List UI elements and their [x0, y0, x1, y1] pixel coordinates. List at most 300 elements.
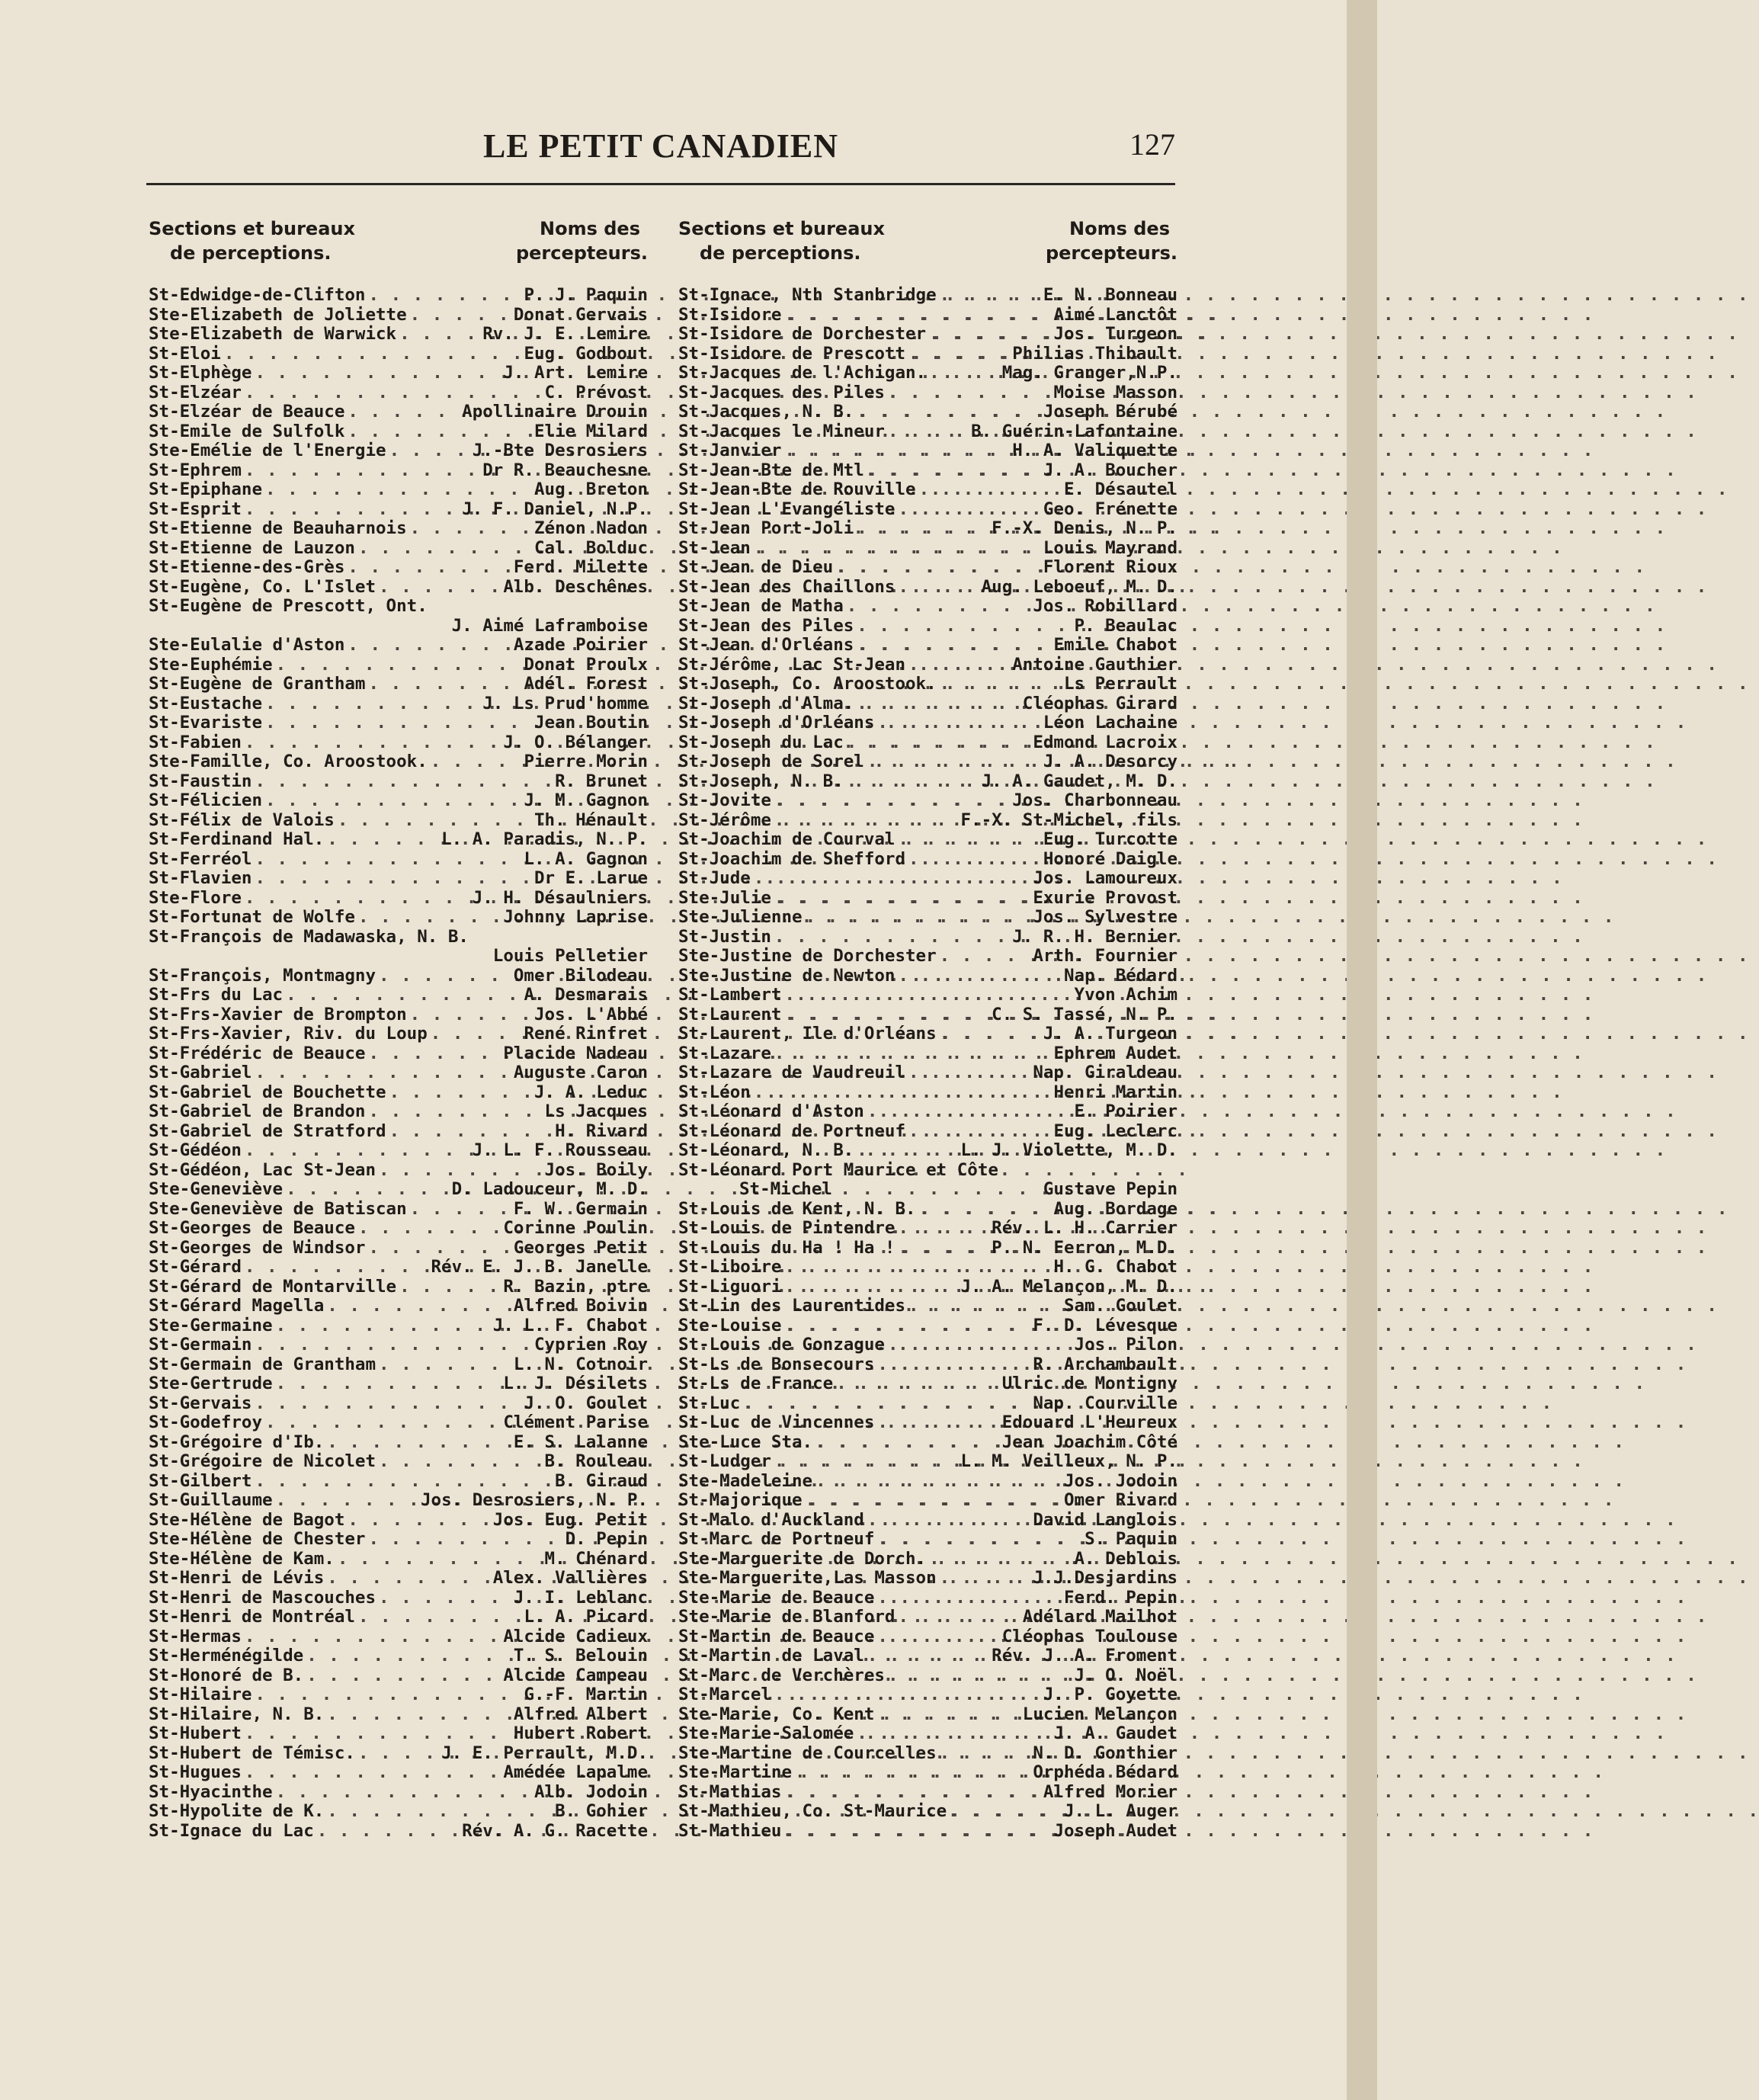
leader-dots: [854, 402, 1043, 422]
collector-name: H. A. Valiquette: [1012, 441, 1177, 460]
list-item: [149, 772, 648, 792]
list-item: [678, 1608, 1177, 1627]
running-title: LE PETIT CANADIEN: [482, 127, 839, 165]
list-item: [678, 1335, 1177, 1355]
leader-dots: [242, 1627, 503, 1647]
leader-dots: [344, 422, 534, 442]
collector-name: Johnny Laprise: [503, 907, 648, 927]
collector-name: Orphéda Bédard: [1033, 1762, 1177, 1782]
section-name: St-Justin: [678, 926, 771, 947]
list-item: [149, 908, 648, 928]
section-name: St-Hilaire: [149, 1685, 252, 1704]
list-item: [149, 1685, 648, 1705]
list-item: [678, 869, 1177, 889]
leader-dots: [905, 345, 1012, 364]
collector-name: D. Pepin: [565, 1529, 648, 1549]
collector-name: P. Beaulac: [1074, 615, 1177, 636]
collector-name: A. Deblois: [1074, 1548, 1177, 1569]
leader-dots: [262, 480, 534, 500]
section-name: St-Eugène de Prescott, Ont.: [149, 596, 428, 616]
leader-dots: [242, 1724, 514, 1744]
list-item: [678, 1200, 1177, 1220]
leader-dots: [262, 713, 534, 733]
leader-dots: [376, 1161, 545, 1181]
collector-name: J. A. Gaudet: [1053, 1723, 1177, 1743]
section-name: St-Edwidge-de-Clifton: [149, 285, 366, 305]
leader-dots: [355, 1608, 524, 1627]
leader-dots: [365, 1044, 503, 1064]
section-name: St-Guillaume: [149, 1490, 273, 1510]
leader-dots: [937, 286, 1043, 306]
list-item: [149, 539, 648, 559]
leader-dots: [895, 1239, 992, 1258]
leader-dots: [854, 519, 992, 539]
list-item: [678, 1511, 1177, 1531]
collector-name: J. M. Gagnon: [524, 790, 648, 810]
collector-name: J.-Bte Desrosiers: [472, 441, 648, 460]
collector-name: Rév. L. H. Carrier: [992, 1218, 1177, 1238]
leader-dots: [781, 1783, 1043, 1803]
section-name: Ste-Hélène de Bagot: [149, 1509, 345, 1530]
collector-name: P. J. Paquin: [524, 285, 648, 305]
list-item: [149, 597, 648, 617]
collector-name: H. Rivard: [555, 1121, 648, 1141]
section-name: St-Jacques, N. B.: [678, 402, 854, 422]
section-name: St-Hermas: [149, 1626, 242, 1646]
section-name: St-Luc: [678, 1393, 741, 1413]
leader-dots: [885, 422, 971, 442]
collector-name: Cléophas Girard: [1022, 693, 1177, 713]
list-item: [149, 1335, 648, 1355]
leader-dots: [273, 1491, 421, 1511]
leader-dots: [937, 947, 1033, 967]
section-name: Ste-Flore: [149, 887, 242, 908]
collector-name: J. A. Turgeon: [1043, 1024, 1177, 1044]
leader-dots: [905, 656, 1012, 675]
collector-name: Eug. Godbout: [524, 343, 648, 364]
leader-dots: [885, 1335, 1075, 1355]
leader-dots: [344, 1511, 492, 1531]
directory-columns: [149, 217, 1177, 2077]
collector-name: B. Giraud: [555, 1470, 648, 1491]
section-name: St-Fortunat de Wolfe: [149, 907, 355, 927]
list-item: [149, 928, 648, 947]
collector-name: Gustave Pepin: [1043, 1179, 1177, 1199]
list-item: [678, 1239, 1177, 1258]
leader-dots: [303, 1666, 503, 1686]
section-name: St-Jean des Chaillons: [678, 576, 896, 597]
leader-dots: [864, 1102, 1075, 1122]
leader-dots: [252, 1394, 524, 1414]
collector-name: Yvon Achim: [1074, 985, 1177, 1005]
section-name: St-Etienne-des-Grès: [149, 557, 345, 577]
leader-dots: [283, 986, 524, 1005]
list-item: [678, 656, 1177, 675]
section-name: St-Germain: [149, 1335, 252, 1355]
leader-dots: [242, 1763, 503, 1783]
collector-name: L. N. Cotnoir: [513, 1354, 648, 1374]
leader-dots: [905, 1122, 1053, 1142]
section-name: St-Joseph, Co. Aroostook.: [678, 674, 937, 694]
list-item: [678, 422, 1177, 442]
collector-name: Antoine Gauthier: [1012, 654, 1177, 675]
section-name: St-Léonard de Portneuf: [678, 1121, 906, 1141]
list-item: [149, 713, 648, 733]
section-name: St-Ls de France: [678, 1374, 834, 1393]
right-column-header: [678, 217, 1177, 267]
section-name: St-Léonard, N. B.: [678, 1140, 854, 1160]
collector-name: René Rinfret: [524, 1024, 648, 1044]
section-name: St-Félix de Valois: [149, 810, 335, 830]
section-name: Ste-Justine de Dorchester: [678, 946, 937, 966]
list-item: [149, 1511, 648, 1531]
left-entry-list: [149, 286, 648, 1841]
section-name: St-Isidore de Prescott: [678, 343, 906, 364]
leader-dots: [864, 461, 1043, 481]
list-item: [149, 830, 648, 850]
section-name: St-Joseph d'Orléans: [678, 713, 875, 733]
leader-dots: [781, 441, 1012, 461]
list-item: [149, 811, 648, 831]
section-name: Ste-Luce Sta.: [678, 1432, 813, 1452]
section-name: St-Godefroy: [149, 1412, 263, 1432]
leader-dots: [926, 325, 1053, 345]
collector-name: Aug. Breton: [533, 479, 648, 499]
collector-name: Lucien Melançon: [1022, 1704, 1177, 1724]
list-item: [678, 1044, 1177, 1064]
list-item: [678, 480, 1177, 500]
section-name: St-Lambert: [678, 985, 782, 1005]
leader-dots: [242, 1141, 473, 1161]
list-item: [149, 1627, 648, 1647]
section-name: St-Gérard: [149, 1257, 242, 1277]
collector-name: C. Prévost: [544, 382, 648, 402]
collector-name: P. N. Ferron, M.D.: [992, 1237, 1177, 1258]
section-name: St-Jean Port-Joli: [678, 518, 854, 538]
collector-name: Alcide Cadieux: [503, 1626, 648, 1646]
section-name: St-Gervais: [149, 1393, 252, 1413]
leader-dots: [344, 402, 462, 422]
leader-dots: [771, 791, 1012, 811]
section-name: St-Honoré de B.: [149, 1665, 304, 1685]
section-name: St-Louis de Kent, N. B.: [678, 1198, 916, 1219]
section-name: St-Gérard Magella: [149, 1296, 325, 1316]
section-name: Ste-Marguerite de Dorch.: [678, 1548, 927, 1569]
leader-dots: [283, 1180, 452, 1200]
leader-dots: [273, 1316, 493, 1336]
section-name: St-Martin de Laval: [678, 1646, 864, 1666]
section-name: St-Gilbert: [149, 1470, 252, 1491]
collector-name: J. A. Gaudet, M. D.: [981, 771, 1177, 791]
collector-name: Aimé Lanctôt: [1053, 304, 1177, 325]
section-name: St-Gédéon: [149, 1140, 242, 1160]
section-name: St-Epiphane: [149, 479, 263, 499]
section-name: Ste-Julie: [678, 887, 771, 908]
leader-dots: [376, 967, 514, 986]
section-name: St-Gabriel de Stratford: [149, 1121, 386, 1141]
leader-dots: [895, 967, 1064, 986]
section-name: St-Gabriel de Bouchette: [149, 1082, 386, 1102]
section-name: Ste-Louise: [678, 1315, 782, 1335]
list-item: [149, 889, 648, 909]
list-item: [678, 1005, 1177, 1025]
collector-name: Adél. Forest: [524, 674, 648, 694]
header-rule: [146, 183, 1175, 185]
list-item: [678, 636, 1177, 656]
list-item: [149, 286, 648, 306]
section-name: St-Henri de Mascouches: [149, 1587, 376, 1608]
section-name: St-Lazare de Vaudreuil: [678, 1063, 906, 1082]
leader-dots: [895, 578, 981, 598]
list-item: [678, 889, 1177, 909]
leader-dots: [854, 1724, 1053, 1744]
list-item: [149, 1258, 648, 1278]
leader-dots: [396, 1278, 503, 1297]
collector-name: J. Art. Lemire: [503, 363, 648, 383]
leader-dots: [407, 1200, 514, 1220]
collector-name: Cléophas Toulouse: [1001, 1626, 1177, 1646]
collector-name: Alfred Albert: [513, 1704, 648, 1724]
section-name: St-Emile de Sulfolk: [149, 421, 345, 441]
collector-name: Omer Bilodeau: [513, 965, 648, 986]
section-name: Ste-Hélène de Kam.: [149, 1548, 335, 1569]
collector-name: J. Ls Prud'homme: [482, 693, 648, 713]
collector-name: M. Chénard: [544, 1548, 648, 1569]
leader-dots: [324, 830, 441, 850]
leader-dots: [771, 1452, 961, 1472]
collector-name: Jos. Jodoin: [1063, 1470, 1177, 1491]
leader-dots: [751, 869, 1033, 889]
section-name: St-Gabriel: [149, 1063, 252, 1082]
section-name: St-Hilaire, N. B.: [149, 1704, 325, 1724]
section-name: St-Martin de Beauce: [678, 1626, 875, 1646]
collector-name: J. E. Perrault, M.D.: [441, 1743, 648, 1763]
section-name: St-Etienne de Beauharnois: [149, 518, 407, 538]
list-item: [678, 519, 1177, 539]
collector-name: Ferd. Milette: [513, 557, 648, 577]
section-name: St-Jude: [678, 868, 751, 888]
section-name: Ste-Martine de Courcelles: [678, 1743, 937, 1763]
list-item: [149, 967, 648, 986]
leader-dots: [324, 1297, 514, 1316]
collector-name: Ephrem Audet: [1053, 1043, 1177, 1063]
list-item: [149, 656, 648, 675]
list-item: [678, 1666, 1177, 1686]
collector-name: Aug. Leboeuf, M. D.: [981, 576, 1177, 597]
leader-dots: [365, 1530, 565, 1550]
list-item: [149, 1083, 648, 1103]
list-item: [149, 1472, 648, 1492]
leader-dots: [803, 1491, 1064, 1511]
collector-name-continued: J. Aimé Laframboise: [451, 615, 648, 636]
list-item: [678, 345, 1177, 364]
section-name: St-Frs-Xavier de Brompton: [149, 1004, 407, 1024]
names-heading: Noms des: [540, 218, 640, 239]
list-item: [678, 1433, 1177, 1453]
list-item: [149, 1608, 648, 1627]
section-name: St-Jean des Piles: [678, 615, 854, 636]
section-name: St-Henri de Montréal: [149, 1607, 355, 1627]
section-name: St-Jérôme, Lac St-Jean: [678, 654, 906, 675]
list-item: [149, 1122, 648, 1142]
collector-name: Dr E. Larue: [533, 868, 648, 888]
list-item: [149, 422, 648, 442]
leader-dots: [812, 1472, 1064, 1492]
collector-name: Alb. Deschênes: [503, 576, 648, 597]
collector-name: Jean Joachim Côté: [1001, 1432, 1177, 1452]
leader-dots: [781, 1258, 1053, 1278]
section-name: Ste-Marie-Salomée: [678, 1723, 854, 1743]
collector-name: Alfred Morier: [1043, 1781, 1177, 1802]
section-name: Ste-Marie de Beauce: [678, 1587, 875, 1608]
leader-dots: [365, 1102, 544, 1122]
section-name: St-Lazare: [678, 1043, 771, 1063]
list-item: [149, 675, 648, 694]
section-name: St-Léonard d'Aston: [678, 1101, 864, 1121]
leader-dots: [365, 1239, 513, 1258]
collector-name: Jos. Robillard: [1033, 596, 1177, 616]
section-name-continued: St-Michel: [739, 1179, 832, 1199]
section-name: St-Eugène, Co. L'Islet: [149, 576, 376, 597]
list-item: [149, 1374, 648, 1394]
leader-dots: [252, 772, 555, 792]
sections-heading: Sections et bureaux: [678, 218, 885, 239]
leader-dots: [803, 908, 1033, 928]
section-name: Ste-Euphémie: [149, 654, 273, 675]
section-name: St-Jean d'Orléans: [678, 635, 854, 655]
collector-name: Jos. Eug. Petit: [492, 1509, 648, 1530]
collector-name: Ulric de Montigny: [1001, 1374, 1177, 1393]
leader-dots: [885, 383, 1054, 403]
list-item: [678, 461, 1177, 481]
section-name: St-Grégoire d'Ib.: [149, 1432, 325, 1452]
collector-name: Jos. Lamoureux: [1033, 868, 1177, 888]
section-name: St-Jean-Bte de Rouville: [678, 479, 916, 499]
section-name: Ste-Elizabeth de Warwick: [149, 324, 397, 344]
leader-dots: [926, 1550, 1074, 1569]
collector-name: J. L. F. Chabot: [492, 1315, 648, 1335]
leader-dots: [221, 345, 524, 364]
leader-dots: [344, 558, 514, 578]
section-name: St-Liguori: [678, 1276, 782, 1297]
section-name: St-Léon: [678, 1082, 751, 1102]
section-name: St-Ls de Bonsecours: [678, 1354, 875, 1374]
collector-name: J. I. Leblanc: [513, 1587, 648, 1608]
section-name: St-Frs du Lac: [149, 985, 284, 1005]
list-item: [678, 1297, 1177, 1316]
leader-dots: [252, 364, 503, 383]
leader-dots: [751, 1083, 1054, 1103]
collector-name: L. J. Désilets: [503, 1374, 648, 1393]
leader-dots: [916, 1200, 1054, 1220]
list-item: [149, 1239, 648, 1258]
list-item: [678, 1316, 1177, 1336]
leader-dots: [376, 1452, 545, 1472]
collector-name: Adélard Mailhot: [1022, 1607, 1177, 1627]
list-item: [678, 441, 1177, 461]
list-item: [678, 1627, 1177, 1647]
list-item: [149, 1744, 648, 1764]
sections-heading-line2: de perceptions.: [700, 242, 861, 264]
collector-name: S. Paquin: [1085, 1529, 1177, 1549]
section-name: St-Joseph de Sorel: [678, 752, 864, 771]
leader-dots: [905, 1297, 1064, 1316]
collector-name: F. D. Lévesque: [1033, 1315, 1177, 1335]
list-item: [678, 500, 1177, 520]
section-name: Ste-Gertrude: [149, 1374, 273, 1393]
list-item: [149, 1219, 648, 1239]
list-item: [678, 1161, 1177, 1181]
collector-name: Joseph Audet: [1053, 1820, 1177, 1841]
collector-name: Georges Petit: [513, 1237, 648, 1258]
list-item: [678, 597, 1177, 617]
list-item: [149, 1491, 648, 1511]
collector-name: Jos. Desrosiers, N. P.: [420, 1490, 648, 1510]
leader-dots: [376, 578, 503, 598]
leader-dots: [252, 869, 534, 889]
collector-name: B. Gohier: [555, 1801, 648, 1821]
leader-dots: [252, 1472, 555, 1492]
list-item: [678, 1472, 1177, 1492]
section-name: St-Frs-Xavier, Riv. du Loup: [149, 1024, 428, 1044]
list-item: [678, 811, 1177, 831]
leader-dots: [365, 286, 524, 306]
section-name: St-Gérard de Montarville: [149, 1276, 397, 1297]
leader-dots: [428, 752, 524, 772]
list-item: [149, 1278, 648, 1297]
collector-name: Ferd. Pepin: [1063, 1587, 1177, 1608]
list-item: [149, 1550, 648, 1569]
collector-name: Alb. Jodoin: [533, 1781, 648, 1802]
list-item: [149, 441, 648, 461]
section-name: St-Eustache: [149, 693, 263, 713]
collector-name: Moise Masson: [1053, 382, 1177, 402]
collector-name: F.-X. St-Michel, fils: [960, 810, 1177, 830]
collector-name: Pierre Morin: [524, 752, 648, 771]
list-item: [678, 1550, 1177, 1569]
collector-name: J. A. Desorcy: [1043, 752, 1177, 771]
section-name: St-Jacques le Mineur: [678, 421, 885, 441]
leader-dots: [771, 1685, 1043, 1705]
section-name: St-Joseph d'Alma.: [678, 693, 854, 713]
leader-dots: [844, 733, 1033, 753]
list-item: [149, 325, 648, 345]
section-name: St-Ludger: [678, 1451, 771, 1471]
leader-dots: [926, 364, 1002, 383]
section-name: Ste-Julienne: [678, 907, 803, 927]
section-name: St-Malo d'Auckland: [678, 1509, 864, 1530]
section-name: St-Hypolite de K.: [149, 1801, 325, 1821]
collector-name: C. S. Tassé, N. P.: [992, 1004, 1177, 1024]
collector-name: Hubert Robert: [513, 1723, 648, 1743]
leader-dots: [771, 889, 1033, 909]
list-item: [678, 850, 1177, 870]
collector-name: Edouard L'Heureux: [1001, 1412, 1177, 1432]
collector-name: H. G. Chabot: [1053, 1257, 1177, 1277]
leader-dots: [781, 1005, 992, 1025]
leader-dots: [407, 306, 514, 325]
section-name: St-Herménégilde: [149, 1646, 304, 1666]
leader-dots: [874, 1413, 1001, 1433]
section-name: St-Louis de Gonzague: [678, 1335, 885, 1355]
section-name: St-Frédéric de Beauce: [149, 1043, 366, 1063]
section-name: Ste-Marie, Co. Kent: [678, 1704, 875, 1724]
names-heading-line2: percepteurs.: [1045, 242, 1177, 264]
collector-name: Ls Perrault: [1063, 674, 1177, 694]
list-item: [678, 1452, 1177, 1472]
collector-name: Jos. Charbonneau: [1012, 790, 1177, 810]
list-item: [149, 1646, 648, 1666]
